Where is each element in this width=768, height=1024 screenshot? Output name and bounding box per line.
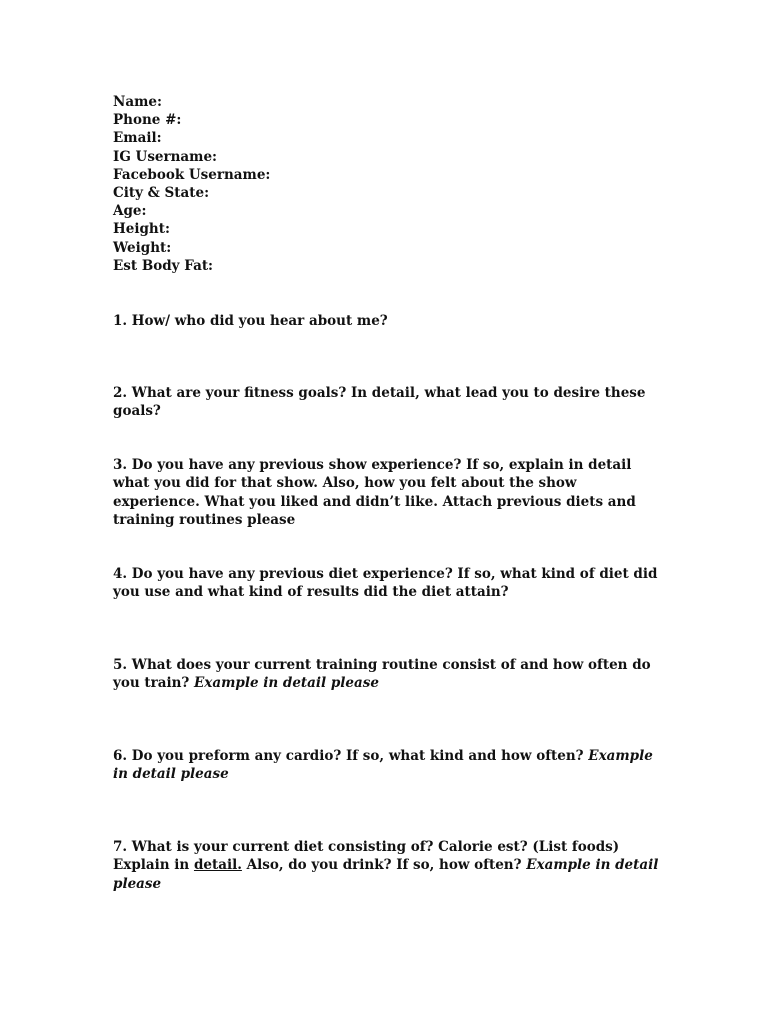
question-3 [113, 456, 668, 529]
facebook-username-field-label: Facebook Username: [113, 166, 271, 183]
question-7-text-b: Also, do you drink? If so, how often? [241, 857, 527, 874]
question-2 [113, 384, 668, 421]
client-info-fields [113, 93, 673, 275]
ig-username-field-label: IG Username: [113, 148, 218, 165]
question-4 [113, 565, 668, 602]
question-5-text: 5. What does your current training routine consist of and how often do you train? [113, 657, 651, 692]
age-field-label: Age: [113, 203, 147, 220]
question-7-underlined: detail. [193, 857, 242, 874]
question-7 [113, 838, 668, 893]
weight-field-label: Weight: [113, 239, 172, 256]
email-field-label: Email: [113, 130, 162, 147]
question-5 [113, 656, 668, 693]
phone-field-label: Phone #: [113, 112, 182, 129]
question-1 [113, 312, 668, 330]
height-field-label: Height: [113, 221, 170, 238]
question-1-text: 1. How/ who did you hear about me? [113, 313, 388, 329]
question-4-text: 4. Do you have any previous diet experience? If so, what kind of diet did you use and what kind of results did the diet attain? [113, 566, 658, 601]
question-6-text: 6. Do you preform any cardio? If so, what kind and how often? [113, 748, 589, 764]
question-2-text: 2. What are your fitness goals? In detail, what lead you to desire these goals? [113, 385, 646, 420]
question-3-text: 3. Do you have any previous show experience? If so, explain in detail what you did for that show. Also, how you felt about the show experience. What you liked and didn’t like. Attach previous diets and training routines please [113, 457, 636, 528]
question-5-emphasis: Example in detail please [194, 675, 379, 692]
city-state-field-label: City & State: [113, 185, 210, 202]
question-7-emphasis: Example in detail please [113, 857, 659, 892]
questionnaire-page [113, 93, 673, 892]
question-6 [113, 747, 668, 784]
name-field-label: Name: [113, 94, 162, 110]
question-7-text-a: 7. What is your current diet consisting of? Calorie est? (List foods) Explain in [113, 839, 620, 874]
body-fat-field-label: Est Body Fat: [113, 257, 214, 274]
question-6-emphasis: Example in detail please [113, 748, 653, 783]
